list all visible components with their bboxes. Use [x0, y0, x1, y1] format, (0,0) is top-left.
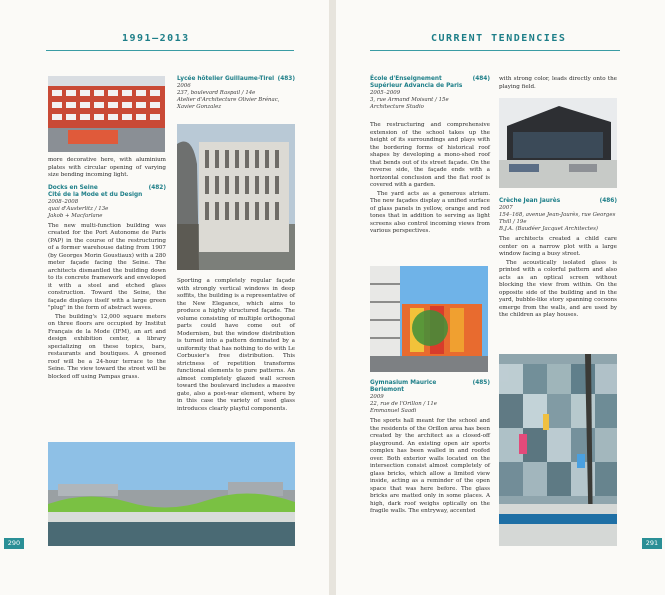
folio-left: 290 — [4, 538, 24, 549]
entry-486-para1: The architects created a child care center on a narrow plot with a large window facing a busy street. — [499, 236, 617, 258]
entry-483-meta: 2006 237, boulevard Raspail / 14e Atelier d'Architecture Olivier Brénac, Xavier Gonzalez — [177, 83, 280, 111]
entry-484-number: (484) — [472, 76, 490, 82]
entry-484-meta: 2005–2009 3, rue Armand Moisant / 15e Architecture Studio — [370, 90, 449, 111]
entry-482-meta: 2008–2008 quai d'Austerlitz / 13e Jakob + Macfarlane — [48, 198, 109, 219]
header-rule-right — [370, 50, 620, 51]
entry-485-title: Gymnasium Maurice Berlemont — [370, 380, 437, 394]
running-head-right: CURRENT TENDENCIES — [431, 33, 567, 44]
entry-485-heading — [370, 380, 490, 394]
photo-red-building — [48, 76, 165, 152]
right-column-2-text — [499, 198, 617, 321]
folio-right: 291 — [642, 538, 662, 549]
entry-484-title: École d'Enseignement Supérieur Advancia de Paris — [370, 76, 463, 90]
entry-484-para1: The restructuring and comprehensive extension of the school takes up the height of its surroundings and plays with the bordering forms of historical roof shapes by developing a mono-shed roof that bends out of its street façade. On the reverse side, the façade ends with a horizontal conclusion and the flat roof is covered with a garden. — [370, 122, 490, 189]
entry-485-para1: The sports hall meant for the school and the residents of the Orillon area has been created by the architect as a closed-off playground. An existing open air sports complex has been walled in and roofed over. Both exterior walls located on the intersection consist almost completely of glass bricks, which allow a limited view inside, acting as a reminder of the open space that was here before. The glass bricks are matted only in some places. A high, dark roof weighs optically on the fragile walls. The entryway, accented — [370, 418, 490, 515]
running-head-left: 1991–2013 — [122, 33, 190, 44]
entry-482-title: Docks en Seine Cité de la Mode et du Design — [48, 184, 143, 198]
right-column-1-lower — [370, 380, 490, 517]
header-rule-left — [46, 50, 294, 51]
right-column-2 — [499, 76, 617, 92]
entry-483-heading — [177, 76, 295, 83]
entry-486-meta: 2007 154–168, avenue Jean-Jaurès, rue Georges Thill / 19e B.J.A. (Baudéer Jacquet Architectes) — [499, 205, 616, 233]
entry-486-para2: The acoustically isolated glass is printed with a colorful pattern and also acts as an optical screen without blocking the view from within. On the opposite side of the building and in the yard, bubble-like story spanning cocoons emerge from the walls, and are used by the children as play houses. — [499, 259, 617, 319]
entry-486-heading — [499, 198, 617, 205]
entry-486-title: Crèche Jean Jaurès — [499, 198, 561, 204]
entry-485-number: (485) — [472, 380, 490, 386]
photo-advancia-school — [370, 266, 488, 372]
entry-483-number: (483) — [277, 76, 295, 82]
entry-483-para1: Sporting a completely regular façade with strongly vertical windows in deep soffits, the building is a representative of the New Elegance, which aims to produce a highly structured façade. The volume consisting of multiple orthogonal parts could have come out of Modernism, but the window distribution is turned into a pattern dominated by a uniformity that has nothing to do with Le Corbusier's free distribution. This strictness of repetition transforms functional elements to pure patterns. An almost completely glazed wall screen toward the boulevard includes a massive gate, also a post-war element, where by in this case the variety of used glass introduces clearly playful components. — [177, 278, 295, 412]
entry-484-heading — [370, 76, 490, 90]
left-column-2 — [177, 76, 295, 114]
entry-484-para2: The yard acts as a generous atrium. The new façades display a unified surface of glass panels in yellow, orange and red tones that in addition to serving as light screens also control incoming views from various perspectives. — [370, 190, 490, 235]
entry-482-heading — [48, 185, 166, 199]
photo-lycee — [177, 124, 295, 270]
right-column-1 — [370, 76, 490, 237]
entry-482-para2: The building's 12,000 square meters on three floors are occupied by Institut Français de la Mode (IFM), an art and design exhibition center, a library specializing on these topics, bars, restaurants and boutiques. A greened roof will be a 24-hour terrace to the Seine. The view toward the street will be blocked off using Pampas grass. — [48, 313, 166, 380]
entry-482-para1: The new multi-function building was created for the Port Autonome de Paris (PAP) in the course of the restructuring of a former warehouse dating from 1907 (by Georges Morin Goustiaux) with a 280 meter façade facing the Seine. The architects dismantled the building down to its concrete framework and enveloped it with a steel and etched glass construction. Toward the Seine, the façade displays itself with a large green "plug" in the form of abstract waves. — [48, 222, 166, 312]
intro-text: more decorative here, with aluminium plates with circular opening of varying size bending incoming light. — [48, 157, 166, 178]
entry-486-number: (486) — [599, 198, 617, 204]
photo-creche-building — [499, 98, 617, 188]
photo-docks-en-seine — [48, 442, 295, 546]
entry-483-title: Lycée hôtelier Guillaume-Tirel — [177, 76, 275, 82]
intro-text-right: with strong color, leads directly onto the playing field. — [499, 76, 617, 90]
entry-485-meta: 2009 22, rue de l'Orillon / 11e Emmanuel Saadi — [370, 394, 437, 415]
photo-glass-facade — [499, 354, 617, 546]
entry-482-number: (482) — [148, 184, 166, 191]
right-page — [336, 0, 665, 595]
left-column-2-text — [177, 278, 295, 414]
left-page — [0, 0, 329, 595]
left-column-1 — [48, 157, 166, 382]
book-gutter — [329, 0, 336, 595]
